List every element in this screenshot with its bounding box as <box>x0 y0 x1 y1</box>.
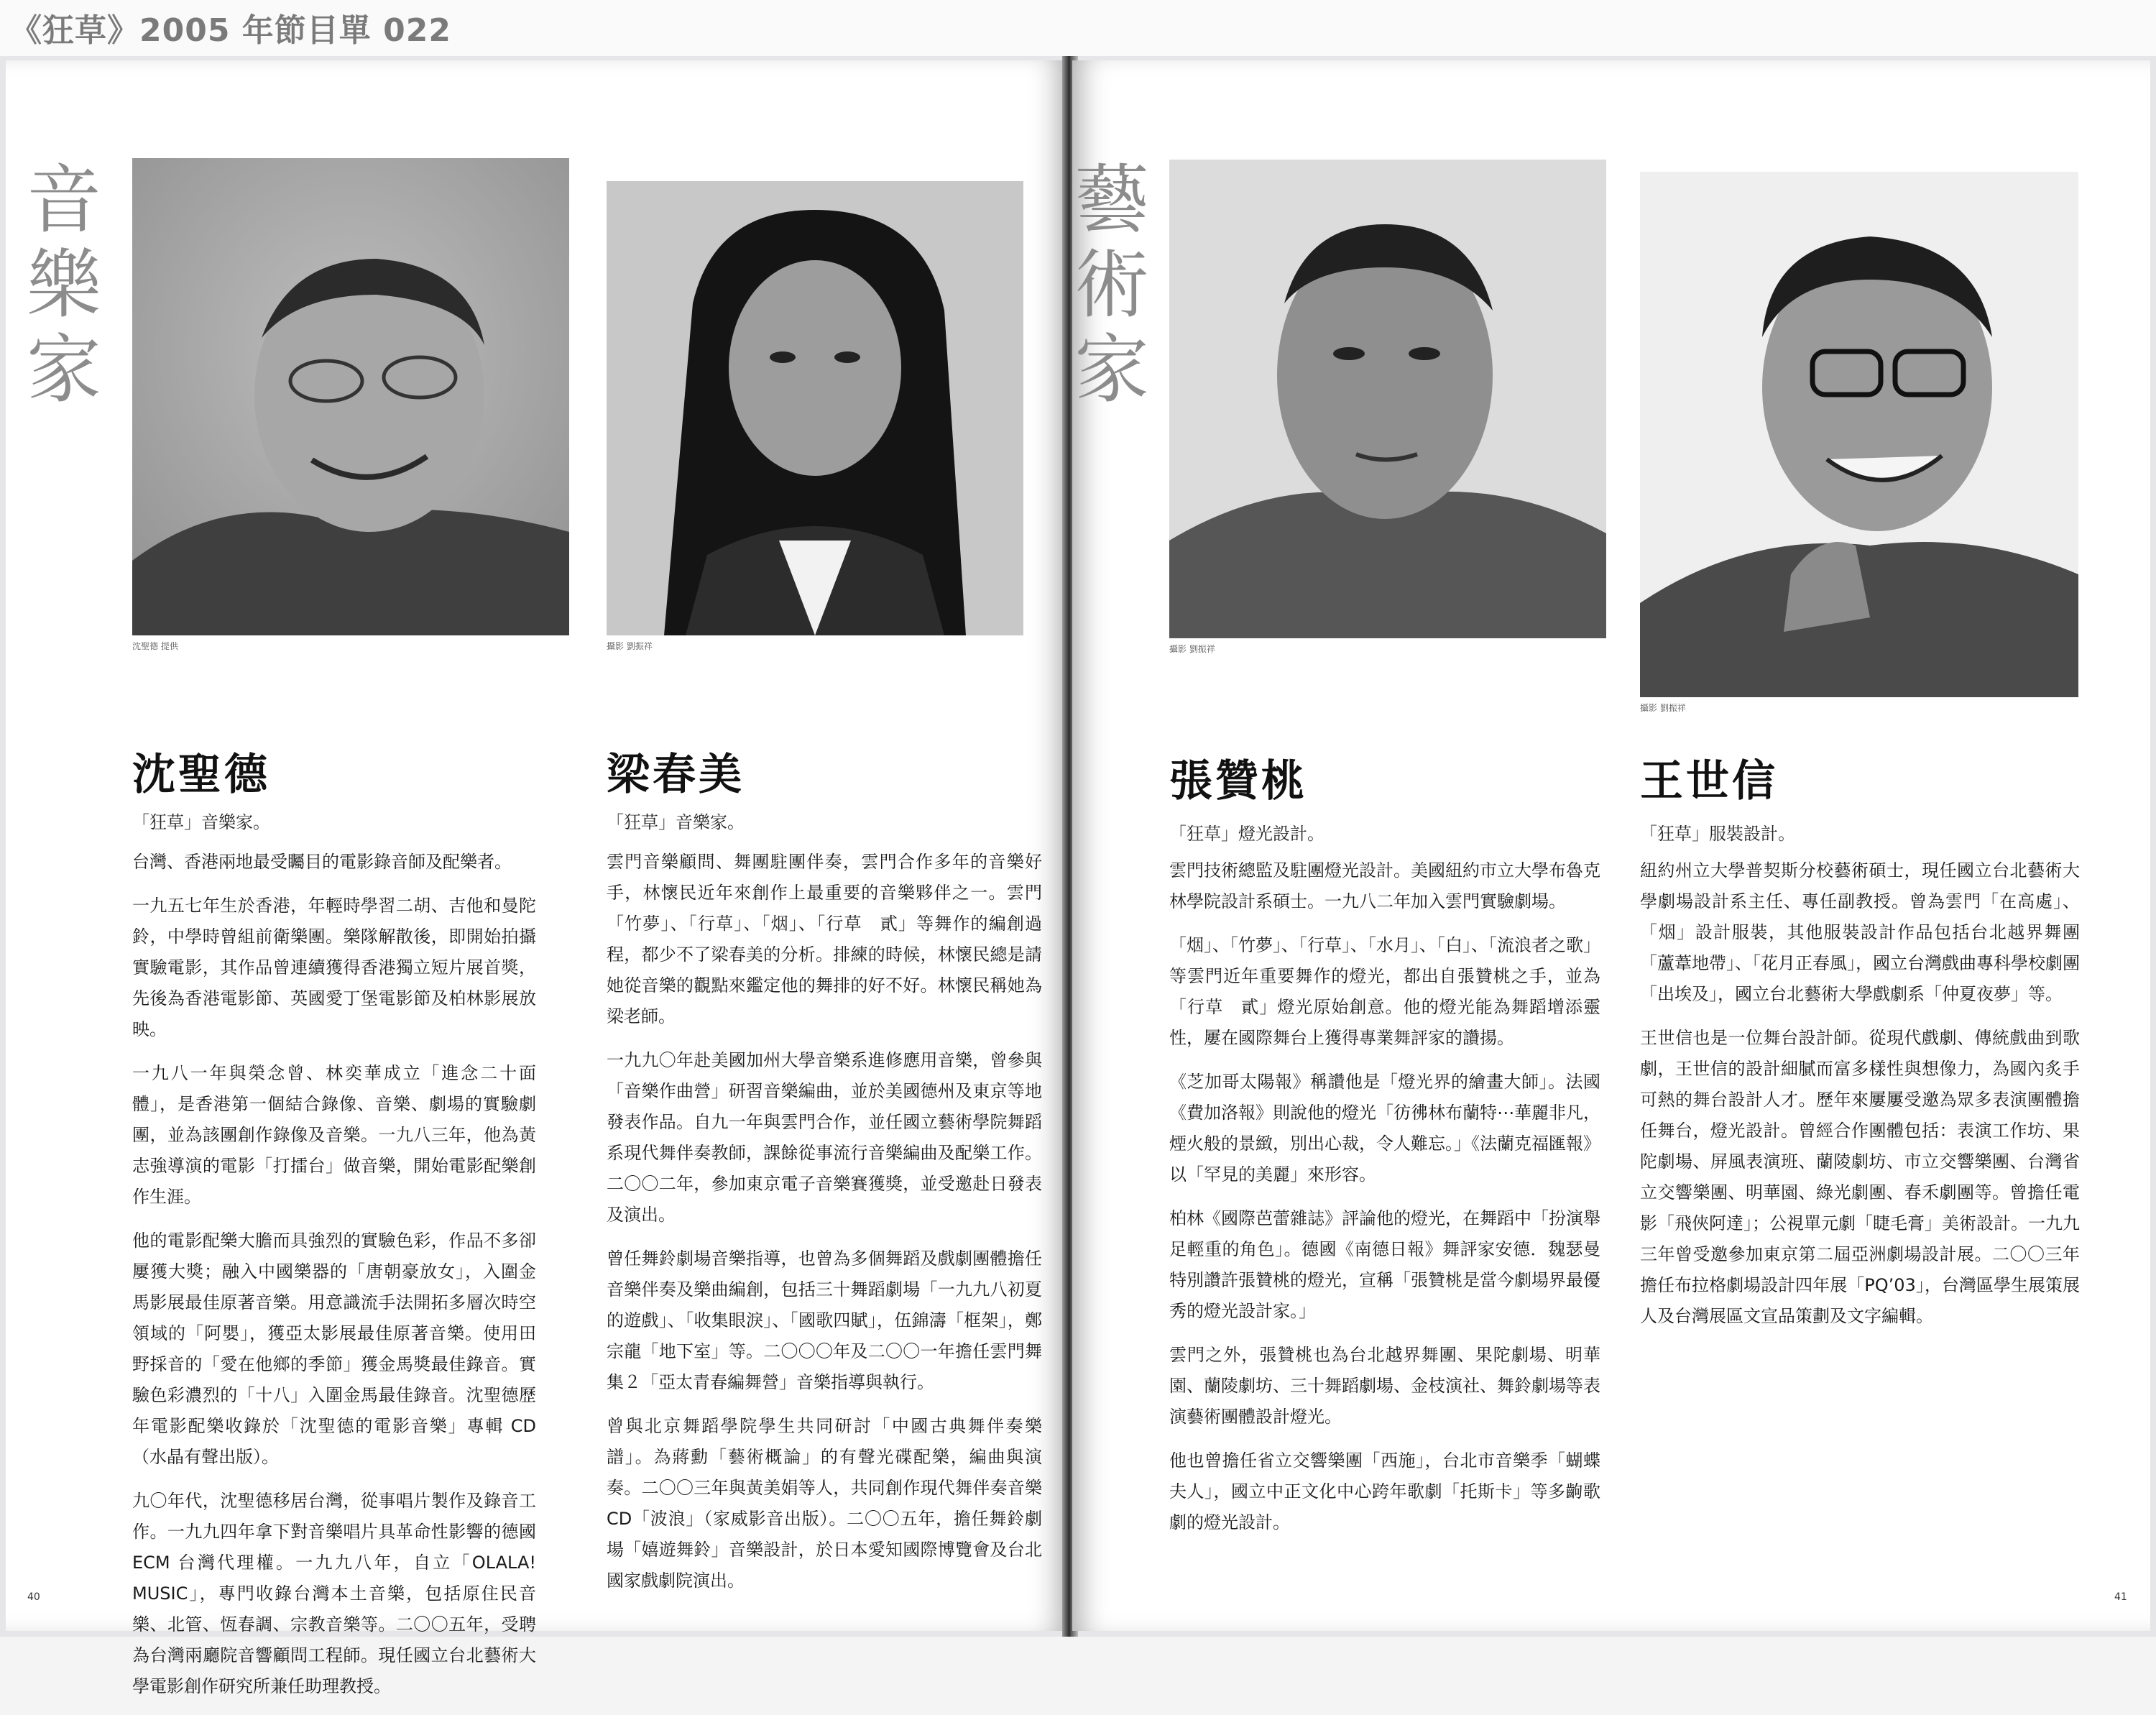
bio-paragraph: 雲門之外，張贊桃也為台北越界舞團、果陀劇場、明華園、蘭陵劇坊、三十舞蹈劇場、金枝演社、舞鈴劇場等表演藝術團體設計燈光。 <box>1169 1345 1600 1427</box>
person-name: 張贊桃 <box>1169 756 1307 806</box>
bio-paragraph: 雲門技術總監及駐團燈光設計。美國紐約市立大學布魯克林學院設計系碩士。一九八二年加入雲門實驗劇場。 <box>1169 860 1600 911</box>
book-spread <box>0 56 2156 1696</box>
bio-paragraph: 曾與北京舞蹈學院學生共同研討「中國古典舞伴奏樂譜」。為蔣勳「藝術概論」的有聲光碟配樂，編曲與演奏。二〇〇三年與黃美娟等人，共同創作現代舞伴奏音樂 CD「波浪」（家威影音出版）。二〇〇五年，擔任舞鈴劇場「嬉遊舞鈴」音樂設計，於日本愛知國際博覽會及台北國家戲劇院演出。 <box>607 1416 1042 1591</box>
bio-paragraph: 紐約州立大學普契斯分校藝術碩士，現任國立台北藝術大學劇場設計系主任、專任副教授。曾為雲門「在高處」、「烟」設計服裝，其他服裝設計作品包括台北越界舞團「蘆葦地帶」、「花月正春風」，國立台灣戲曲專科學校劇團「出埃及」，國立台北藝術大學戲劇系「仲夏夜夢」等。 <box>1640 860 2080 1004</box>
person-bio <box>1169 855 1600 1551</box>
page-number: 41 <box>2114 1591 2127 1603</box>
bio-paragraph: 他也曾擔任省立交響樂團「西施」，台北市音樂季「蝴蝶夫人」，國立中正文化中心跨年歌劇「托斯卡」等多齣歌劇的燈光設計。 <box>1169 1450 1600 1532</box>
section-label-artists <box>1072 157 1151 412</box>
person-bio <box>1640 855 2080 1345</box>
bio-paragraph: 雲門音樂顧問、舞團駐團伴奏，雲門合作多年的音樂好手，林懷民近年來創作上最重要的音樂夥伴之一。雲門「竹夢」、「行草」、「烟」、「行草 貳」等舞作的編創過程，都少不了梁春美的分析。排練的時候，林懷民總是請她從音樂的觀點來鑑定他的舞排的好不好。林懷民稱她為梁老師。 <box>607 852 1042 1026</box>
section-label-char: 音 <box>26 156 101 244</box>
bio-paragraph: 柏林《國際芭蕾雜誌》評論他的燈光，在舞蹈中「扮演舉足輕重的角色」。德國《南德日報》舞評家安德．魏瑟曼特別讚許張贊桃的燈光，宣稱「張贊桃是當今劇場界最優秀的燈光設計家。」 <box>1169 1208 1600 1321</box>
header-strip <box>0 0 2156 56</box>
portrait-photo-liang <box>607 181 1023 635</box>
bio-paragraph: 一九八一年與榮念曾、林奕華成立「進念二十面體」，是香港第一個結合錄像、音樂、劇場的實驗劇團，並為該團創作錄像及音樂。一九八三年，他為黃志強導演的電影「打擂台」做音樂，開始電影配樂創作生涯。 <box>132 1063 536 1207</box>
bio-paragraph: 王世信也是一位舞台設計師。從現代戲劇、傳統戲曲到歌劇，王世信的設計細膩而富多樣性與想像力，為國內炙手可熱的舞台設計人才。歷年來屢屢受邀為眾多表演團體擔任舞台，燈光設計。曾經合作團體包括：表演工作坊、果陀劇場、屏風表演班、蘭陵劇坊、市立交響樂團、台灣省立交響樂團、明華園、綠光劇團、春禾劇團等。曾擔任電影「飛俠阿達」；公視單元劇「睫毛膏」美術設計。一九九三年曾受邀參加東京第二屆亞洲劇場設計展。二〇〇三年擔任布拉格劇場設計四年展「PQ’03」，台灣區學生展策展人及台灣展區文宣品策劃及文字編輯。 <box>1640 1028 2080 1326</box>
left-page <box>6 60 1067 1696</box>
bio-paragraph: 曾任舞鈴劇場音樂指導，也曾為多個舞蹈及戲劇團體擔任音樂伴奏及樂曲編創，包括三十舞蹈劇場「一九九八初夏的遊戲」、「收集眼淚」、「國歌四賦」，伍錦濤「框架」，鄭宗龍「地下室」等。二〇〇〇年及二〇〇一年擔任雲門舞集２「亞太青春編舞營」音樂指導與執行。 <box>607 1249 1042 1392</box>
person-role: 「狂草」服裝設計。 <box>1640 824 1795 844</box>
section-label-char: 藝 <box>1074 156 1149 244</box>
bio-paragraph: 他的電影配樂大膽而具強烈的實驗色彩，作品不多卻屢獲大獎；融入中國樂器的「唐朝豪放女」，入圍金馬影展最佳原著音樂。用意識流手法開拓多層次時空領域的「阿嬰」，獲亞太影展最佳原著音樂。使用田野採音的「愛在他鄉的季節」獲金馬獎最佳錄音。實驗色彩濃烈的「十八」入圍金馬最佳錄音。沈聖德歷年電影配樂收錄於「沈聖德的電影音樂」專輯 CD（水晶有聲出版）。 <box>132 1231 536 1467</box>
photo-credit: 沈聖德 提供 <box>132 641 178 651</box>
bio-paragraph: 台灣、香港兩地最受矚目的電影錄音師及配樂者。 <box>132 852 512 872</box>
section-label-char: 家 <box>26 326 101 413</box>
section-label-char: 家 <box>1074 326 1149 413</box>
section-label-char: 術 <box>1074 241 1149 328</box>
section-label-char: 樂 <box>26 241 101 328</box>
person-role: 「狂草」音樂家。 <box>607 812 745 832</box>
person-name: 沈聖德 <box>132 750 270 800</box>
person-name: 梁春美 <box>607 750 745 800</box>
document-title: 《狂草》2005 年節目單 022 <box>10 12 451 49</box>
bio-paragraph: 一九五七年生於香港，年輕時學習二胡、吉他和曼陀鈴，中學時曾組前衛樂團。樂隊解散後，即開始拍攝實驗電影，其作品曾連續獲得香港獨立短片展首獎，先後為香港電影節、英國愛丁堡電影節及柏林影展放映。 <box>132 896 536 1039</box>
section-label-musicians <box>24 157 103 412</box>
person-name: 王世信 <box>1640 756 1778 806</box>
portrait-photo-shen <box>132 158 569 635</box>
person-bio <box>607 847 1042 1609</box>
right-page <box>1072 60 2150 1631</box>
bio-paragraph: 九〇年代，沈聖德移居台灣，從事唱片製作及錄音工作。一九九四年拿下對音樂唱片具革命性影響的德國 ECM 台灣代理權。一九九八年，自立「OLALA! MUSIC」，專門收錄台灣本土音樂，包括原住民音樂、北管、恆春調、宗教音樂等。二〇〇五年，受聘為台灣兩廳院音響顧問工程師。現任國立台北藝術大學電影創作研究所兼任助理教授。 <box>132 1491 536 1696</box>
bio-paragraph: 《芝加哥太陽報》稱讚他是「燈光界的繪畫大師」。法國《費加洛報》則說他的燈光「彷彿林布蘭特⋯華麗非凡，煙火般的景緻，別出心裁，令人難忘。」《法蘭克福匯報》以「罕見的美麗」來形容。 <box>1169 1072 1600 1185</box>
portrait-photo-wang <box>1640 172 2078 697</box>
photo-credit: 攝影 劉振祥 <box>607 641 653 651</box>
person-role: 「狂草」音樂家。 <box>132 812 270 832</box>
bio-paragraph: 一九九〇年赴美國加州大學音樂系進修應用音樂，曾參與「音樂作曲營」研習音樂編曲，並於美國德州及東京等地發表作品。自九一年與雲門合作，並任國立藝術學院舞蹈系現代舞伴奏教師，課餘從事流行音樂編曲及配樂工作。二〇〇二年，參加東京電子音樂賽獲獎，並受邀赴日發表及演出。 <box>607 1050 1042 1225</box>
person-bio <box>132 847 536 1715</box>
photo-credit: 攝影 劉振祥 <box>1169 644 1215 654</box>
portrait-photo-chang <box>1169 160 1606 638</box>
page-number: 40 <box>27 1591 40 1603</box>
photo-credit: 攝影 劉振祥 <box>1640 703 1686 713</box>
bio-paragraph: 「烟」、「竹夢」、「行草」、「水月」、「白」、「流浪者之歌」等雲門近年重要舞作的燈光，都出自張贊桃之手，並為「行草 貳」燈光原始創意。他的燈光能為舞蹈增添靈性，屢在國際舞台上獲得專業舞評家的讚揚。 <box>1169 935 1600 1048</box>
person-role: 「狂草」燈光設計。 <box>1169 824 1325 844</box>
